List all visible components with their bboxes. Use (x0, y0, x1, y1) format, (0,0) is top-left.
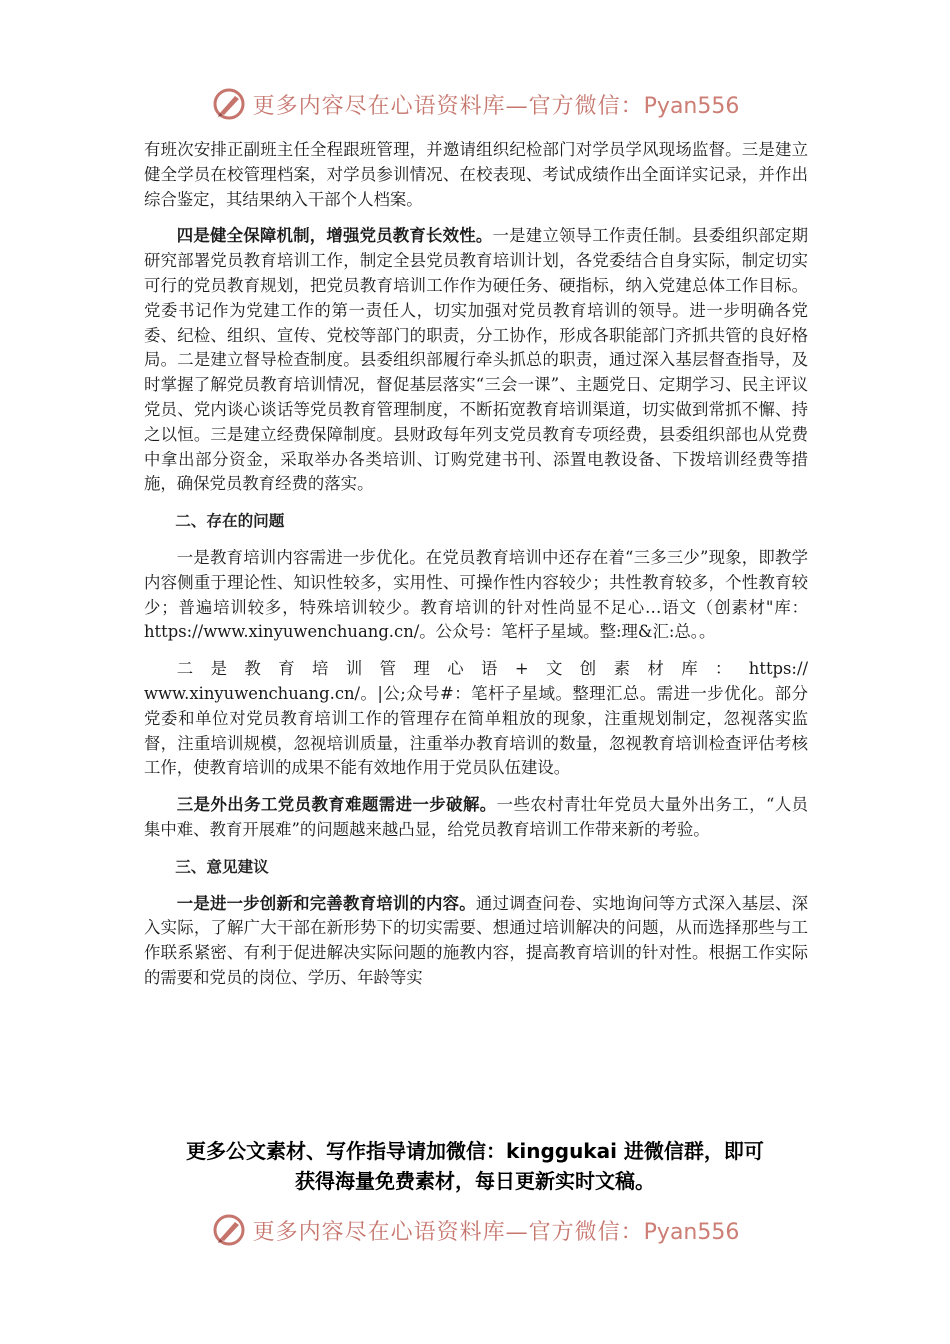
paragraph-5 (144, 793, 808, 843)
article-body (144, 138, 808, 1003)
paragraph-3: 一是教育培训内容需进一步优化。在党员教育培训中还存在着“三多三少”现象，即教学内容侧重于理论性、知识性较多，实用性、可操作性内容较少；共性教育较多，个性教育较少；普遍培训较多，特殊培训较少。教育培训的针对性尚显不足心…语文（创素材"库：https://www.xinyuwenchuang.cn/。公众号：笔杆子星域。整:理&汇:总。。 (144, 547, 808, 642)
banner-text (253, 89, 740, 120)
paragraph-4-line-1: 二是教育培训管理心语+文创素材库：https:// (176, 659, 808, 679)
header-banner (0, 84, 950, 124)
promo-footer-text (0, 1136, 950, 1196)
paragraph-5-lead: 三是外出务工党员教育难题需进一步破解。 (176, 795, 497, 815)
paragraph-6 (144, 892, 808, 991)
paragraph-2-text: 一是建立领导工作责任制。县委组织部定期研究部署党员教育培训工作，制定全县党员教育培训计划，各党委结合自身实际，制定切实可行的党员教育规划，把党员教育培训工作作为硬任务、硬指标，纳入党建总体工作目标。党委书记作为党建工作的第一责任人，切实加强对党员教育培训的领导。进一步明确各党委、纪检、组织、宣传、党校等部门的职责，分工协作，形成各职能部门齐抓共管的良好格局。二是建立督导检查制度。县委组织部履行牵头抓总的职责，通过深入基层督查指导，及时掌握了解党员教育培训情况，督促基层落实“三会一课”、主题党日、定期学习、民主评议党员、党内谈心谈话等党员教育管理制度，不断拓宽教育培训渠道，切实做到常抓不懈、持之以恒。三是建立经费保障制度。县财政每年列支党员教育专项经费，县委组织部也从党费中拿出部分资金，采取举办各类培训、订购党建书刊、添置电教设备、下拨培训经费等措施，确保党员教育经费的落实。 (144, 226, 809, 494)
banner-wechat-id: Pyan556 (643, 1219, 740, 1245)
pen-circle-logo-icon (211, 1212, 247, 1248)
banner-wechat-id: Pyan556 (643, 93, 740, 119)
section-heading-problems: 二、存在的问题 (175, 512, 285, 531)
footer-banner (0, 1210, 950, 1250)
paragraph-4-text: www.xinyuwenchuang.cn/。|公;众号#：笔杆子星域。整理汇总。需进一步优化。部分党委和单位对党员教育培训工作的管理存在简单粗放的现象，注重规划制定，忽视落实监督，注重培训规模，忽视培训质量，注重举办教育培训的数量，忽视教育培训检查评估考核工作，使教育培训的成果不能有效地作用于党员队伍建设。 (144, 683, 808, 778)
promo-line-1: 更多公文素材、写作指导请加微信：kinggukai 进微信群，即可 (186, 1139, 764, 1163)
paragraph-6-text: 通过调查问卷、实地询问等方式深入基层、深入实际，了解广大干部在新形势下的切实需要、想通过培训解决的问题，从而选择那些与工作联系紧密、有利于促进解决实际问题的施教内容，提高教育培训的针对性。根据工作实际的需要和党员的岗位、学历、年龄等实 (144, 893, 809, 987)
paragraph-2 (144, 224, 808, 497)
paragraph-6-lead: 一是进一步创新和完善教育培训的内容。 (176, 893, 476, 913)
paragraph-5-text: 一些农村青壮年党员大量外出务工，“人员集中难、教育开展难”的问题越来越凸显，给党员教育培训工作带来新的考验。 (144, 795, 808, 839)
pen-circle-logo-icon (211, 86, 247, 122)
section-heading-suggestions: 三、意见建议 (175, 857, 269, 876)
banner-text (253, 1215, 740, 1246)
banner-main-text: 更多内容尽在心语资料库—官方微信： (252, 1219, 644, 1245)
promo-line-2: 获得海量免费素材，每日更新实时文稿。 (295, 1169, 655, 1193)
paragraph-2-lead: 四是健全保障机制，增强党员教育长效性。 (176, 226, 493, 246)
banner-main-text: 更多内容尽在心语资料库—官方微信： (252, 93, 644, 119)
paragraph-1: 有班次安排正副班主任全程跟班管理，并邀请组织纪检部门对学员学风现场监督。三是建立健全学员在校管理档案，对学员参训情况、在校表现、考试成绩作出全面详实记录，并作出综合鉴定，其结果纳入干部个人档案。 (144, 140, 808, 209)
